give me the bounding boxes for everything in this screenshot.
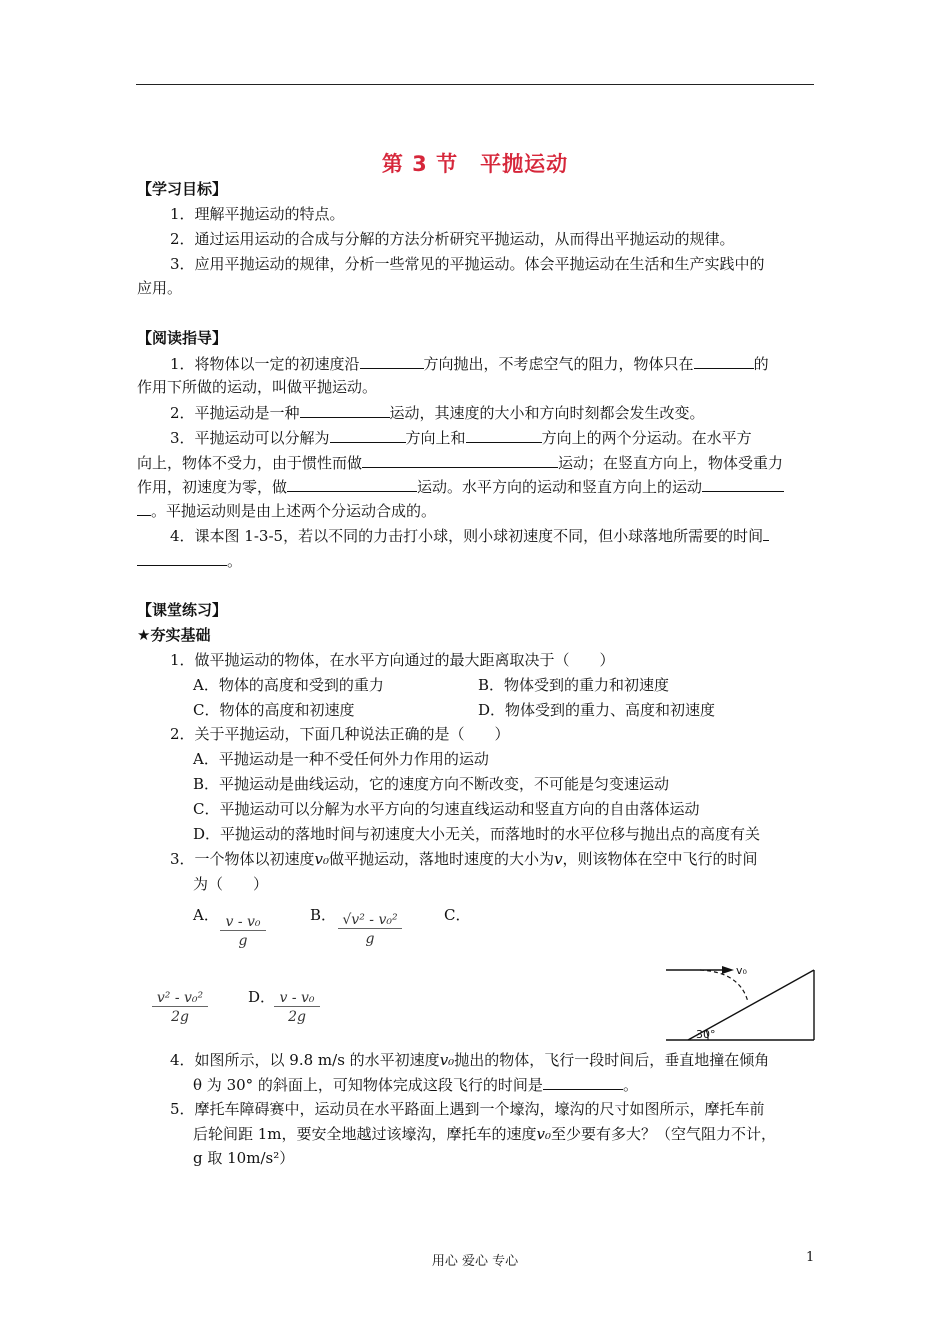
- option-1d[interactable]: D．物体受到的重力、高度和初速度: [478, 701, 716, 719]
- text: 向上，物体不受力，由于惯性而做: [137, 454, 363, 472]
- answer-blank[interactable]: [694, 354, 754, 369]
- answer-blank[interactable]: [763, 526, 769, 541]
- question-3-cont: 为（ ）: [193, 875, 269, 893]
- option-2c[interactable]: C．平抛运动可以分解为水平方向的匀速直线运动和竖直方向的自由落体运动: [193, 800, 700, 818]
- text: 至少要有多大？（空气阻力不计，: [551, 1125, 777, 1143]
- question-4: [170, 1051, 769, 1069]
- answer-blank[interactable]: [362, 453, 558, 468]
- footer-motto: 用心 爱心 专心: [431, 1254, 519, 1269]
- text: 运动；在竖直方向上，物体受重力: [558, 454, 784, 472]
- answer-blank[interactable]: [137, 551, 227, 566]
- text: 4．课本图 1-3-5，若以不同的力击打小球，则小球初速度不同，但小球落地所需要的时间: [170, 527, 764, 545]
- answer-blank[interactable]: [466, 428, 542, 443]
- answer-blank[interactable]: [300, 403, 390, 418]
- answer-blank[interactable]: [702, 477, 784, 492]
- option-1b[interactable]: B．物体受到的重力和初速度: [478, 676, 670, 694]
- text: 方向上和: [405, 429, 466, 447]
- text: 。平抛运动则是由上述两个分运动合成的。: [151, 502, 437, 520]
- answer-blank[interactable]: [287, 477, 417, 492]
- question-5-cont: g 取 10m/s²）: [193, 1149, 295, 1167]
- text: 作用，初速度为零，做: [137, 478, 288, 496]
- reading-q4: [170, 526, 769, 545]
- fraction-denominator: g: [365, 931, 375, 947]
- objective-item: 1．理解平抛运动的特点。: [170, 205, 345, 223]
- option-2d[interactable]: D．平抛运动的落地时间与初速度大小无关，而落地时的水平位移与抛出点的高度有关: [193, 825, 761, 843]
- answer-blank[interactable]: [330, 428, 406, 443]
- fraction-numerator: √v² - v₀²: [338, 912, 402, 929]
- page-title: 第 3 节 平抛运动: [381, 152, 569, 176]
- fraction-numerator: v - v₀: [274, 990, 320, 1007]
- text: 的: [753, 355, 769, 373]
- option-3d-label[interactable]: D．: [248, 988, 276, 1006]
- fraction-b: [338, 912, 402, 947]
- text: ，则该物体在空中飞行的时间: [562, 850, 758, 868]
- fraction-numerator: v² - v₀²: [152, 990, 208, 1007]
- fraction-d: [274, 990, 320, 1025]
- question-4-cont: [193, 1075, 638, 1094]
- objective-item: 应用。: [137, 279, 183, 297]
- answer-blank[interactable]: [137, 501, 151, 516]
- option-2a[interactable]: A．平抛运动是一种不受任何外力作用的运动: [193, 750, 489, 768]
- fraction-denominator: g: [238, 933, 248, 949]
- text: 4．如图所示，以 9.8 m/s 的水平初速度: [170, 1051, 440, 1069]
- practice-subheading: ★夯实基础: [137, 626, 211, 644]
- text: 3．平抛运动可以分解为: [170, 429, 330, 447]
- header-rule: [136, 84, 814, 85]
- text: 2．平抛运动是一种: [170, 404, 300, 422]
- question-2: 2．关于平抛运动，下面几种说法正确的是（ ）: [170, 725, 510, 743]
- text: 做平抛运动，落地时速度的大小为: [329, 850, 555, 868]
- diagram-angle-label: 30°: [696, 1028, 716, 1041]
- text: 运动，其速度的大小和方向时刻都会发生改变。: [389, 404, 705, 422]
- reading-q3-cont: [137, 453, 783, 472]
- reading-q3-cont: [137, 501, 436, 520]
- question-5-cont: [193, 1125, 776, 1143]
- reading-q1: [170, 354, 769, 373]
- option-2b[interactable]: B．平抛运动是曲线运动，它的速度方向不断改变，不可能是匀变速运动: [193, 775, 670, 793]
- fraction-denominator: 2g: [288, 1009, 306, 1025]
- option-3a-label[interactable]: A．: [193, 906, 219, 924]
- reading-q2: [170, 403, 705, 422]
- reading-q3-cont: [137, 477, 784, 496]
- text: 。: [227, 552, 243, 570]
- text: 抛出的物体，飞行一段时间后，垂直地撞在倾角: [454, 1051, 770, 1069]
- incline-diagram: [660, 962, 820, 1044]
- objective-item: 3．应用平抛运动的规律，分析一些常见的平抛运动。体会平抛运动在生活和生产实践中的: [170, 255, 765, 273]
- text: θ 为 30° 的斜面上，可知物体完成这段飞行的时间是: [193, 1076, 543, 1094]
- diagram-v0-label: v₀: [736, 964, 747, 977]
- objective-item: 2．通过运用运动的合成与分解的方法分析研究平抛运动，从而得出平抛运动的规律。: [170, 230, 735, 248]
- option-3b-label[interactable]: B．: [310, 906, 337, 924]
- symbol-v: v: [554, 850, 563, 868]
- text: 。: [622, 1076, 638, 1094]
- reading-heading: 【阅读指导】: [137, 329, 228, 347]
- practice-heading: 【课堂练习】: [137, 601, 228, 619]
- reading-q4-cont: [137, 551, 242, 570]
- question-3: [170, 850, 758, 868]
- arrowhead-icon: [722, 966, 734, 974]
- reading-q3: [170, 428, 752, 447]
- page-number: 1: [806, 1250, 815, 1265]
- fraction-c: [152, 990, 208, 1025]
- text: 方向上的两个分运动。在水平方: [541, 429, 752, 447]
- option-1a[interactable]: A．物体的高度和受到的重力: [193, 676, 384, 694]
- fraction-a: [220, 914, 266, 949]
- text: 后轮间距 1m，要安全地越过该壕沟，摩托车的速度: [193, 1125, 537, 1143]
- symbol-v0: v₀: [314, 850, 330, 868]
- text: 方向抛出，不考虑空气的阻力，物体只在: [423, 355, 694, 373]
- text: 3．一个物体以初速度: [170, 850, 315, 868]
- symbol-v0: v₀: [536, 1125, 552, 1143]
- objectives-heading: 【学习目标】: [137, 180, 228, 198]
- fraction-numerator: v - v₀: [220, 914, 266, 931]
- answer-blank[interactable]: [360, 354, 424, 369]
- text: 1．将物体以一定的初速度沿: [170, 355, 360, 373]
- question-5: 5．摩托车障碍赛中，运动员在水平路面上遇到一个壕沟，壕沟的尺寸如图所示，摩托车前: [170, 1100, 765, 1118]
- option-3c-label[interactable]: C．: [444, 906, 471, 924]
- text: 运动。水平方向的运动和竖直方向上的运动: [417, 478, 703, 496]
- symbol-v0: v₀: [439, 1051, 455, 1069]
- question-1: 1．做平抛运动的物体，在水平方向通过的最大距离取决于（ ）: [170, 651, 615, 669]
- answer-blank[interactable]: [543, 1075, 623, 1090]
- fraction-denominator: 2g: [171, 1009, 189, 1025]
- option-1c[interactable]: C．物体的高度和初速度: [193, 701, 355, 719]
- reading-q1-cont: 作用下所做的运动，叫做平抛运动。: [137, 378, 378, 396]
